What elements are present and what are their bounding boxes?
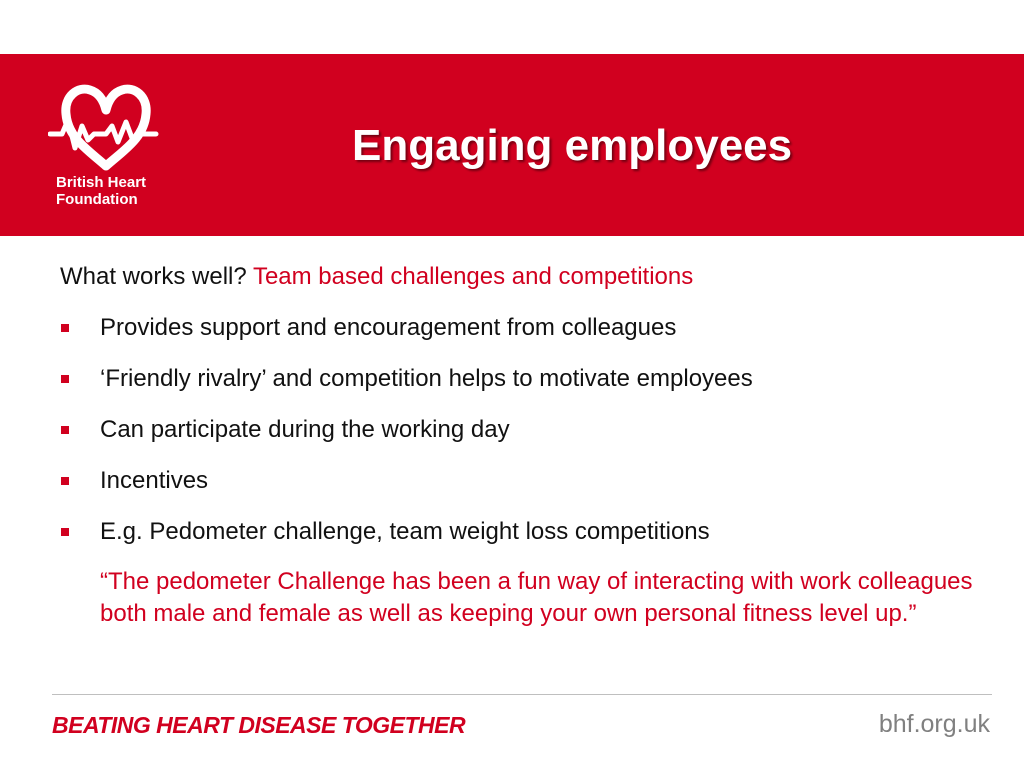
bhf-logo [48,80,163,215]
bullet-text: Provides support and encouragement from colleagues [100,314,677,341]
square-bullet-icon [61,477,69,485]
footer-divider [52,694,992,695]
square-bullet-icon [61,324,69,332]
footer-url: bhf.org.uk [878,710,990,738]
slide-content [60,263,980,630]
heart-pulse-icon [48,80,163,175]
intro-lead: What works well? [60,263,247,290]
list-item [60,365,980,393]
list-item [60,518,980,546]
bullet-text: Can participate during the working day [100,416,510,443]
logo-wordmark [56,174,146,208]
list-item [60,467,980,495]
intro-highlight: Team based challenges and competitions [252,263,694,290]
logo-line-2: Foundation [56,191,138,208]
logo-line-1: British Heart [56,174,147,191]
square-bullet-icon [61,528,69,536]
list-item [60,416,980,444]
bullet-list [60,314,980,546]
list-item [60,314,980,342]
square-bullet-icon [61,426,69,434]
square-bullet-icon [61,375,69,383]
footer-tagline: BEATING HEART DISEASE TOGETHER [52,712,466,738]
slide-title: Engaging employees [352,121,793,170]
testimonial-quote: “The pedometer Challenge has been a fun way of interacting with work colleagues both male and female as well as keeping your own personal fitness level up.” [100,568,973,627]
intro-line [60,263,980,291]
bullet-text: E.g. Pedometer challenge, team weight loss competitions [100,518,710,545]
header-banner [0,54,1024,236]
bullet-text: ‘Friendly rivalry’ and competition helps to motivate employees [100,365,753,392]
bullet-text: Incentives [100,467,209,494]
